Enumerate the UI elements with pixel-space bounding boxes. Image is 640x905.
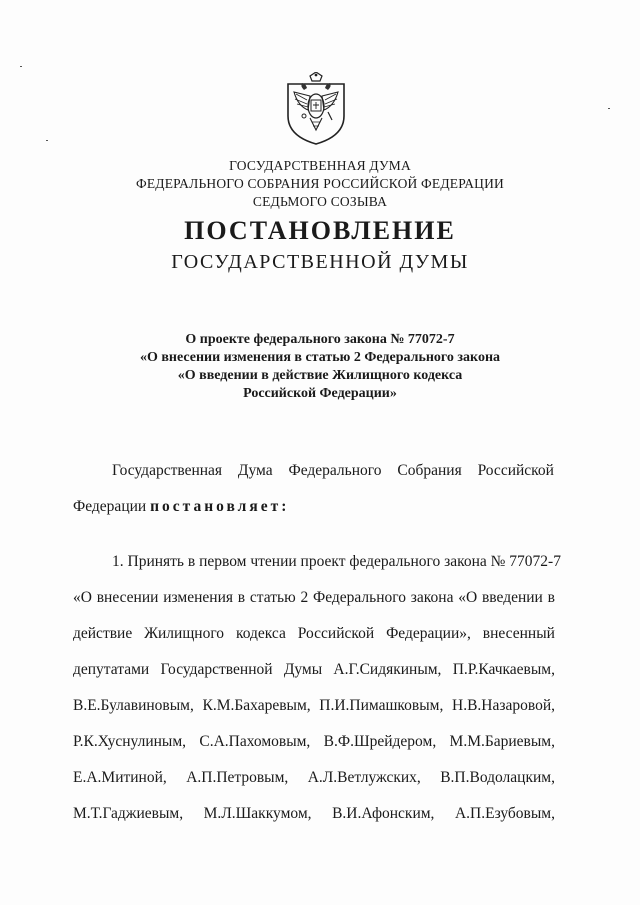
body-word: статью	[249, 589, 296, 606]
body-word: 2	[300, 589, 309, 606]
body-word: В.Ф.Шрейдером,	[323, 733, 437, 750]
body-word: П.Р.Качкаевым,	[452, 661, 555, 678]
preamble-word: Российской	[477, 462, 554, 479]
body-word: М.Т.Гаджиевым,	[73, 805, 184, 822]
scan-speck	[20, 66, 22, 67]
preamble-word: Дума	[237, 462, 273, 479]
body-word: закона	[410, 589, 454, 606]
body-word: внесении	[96, 589, 159, 606]
item1-line-2	[73, 588, 555, 608]
body-word: В.И.Афонским,	[332, 805, 435, 822]
preamble-word: Государственная	[112, 462, 223, 479]
item1-line-3	[73, 624, 555, 644]
body-word: внесенный	[482, 625, 555, 642]
body-word: действие	[73, 625, 133, 642]
body-word: В.Е.Булавиновым,	[73, 697, 194, 714]
org-name-line-2: ФЕДЕРАЛЬНОГО СОБРАНИЯ РОССИЙСКОЙ ФЕДЕРАЦИИ	[136, 176, 504, 191]
resolves-word: постановляет:	[150, 498, 290, 515]
preamble-word: Собрания	[397, 462, 462, 479]
body-word: введении	[481, 589, 543, 606]
body-word: К.М.Бахаревым,	[202, 697, 311, 714]
body-word: депутатами	[73, 661, 150, 678]
body-word: Российской	[297, 625, 375, 642]
body-word: М.М.Бариевым,	[449, 733, 555, 750]
item1-line-5	[73, 696, 555, 716]
body-word: кодекса	[235, 625, 286, 642]
org-convocation: СЕДЬМОГО СОЗЫВА	[252, 194, 388, 209]
subject-line-3: «О введении в действие Жилищного кодекса	[177, 368, 463, 383]
body-word: в	[547, 589, 555, 606]
item1-line-7	[73, 768, 555, 788]
coat-of-arms-emblem	[282, 72, 350, 146]
item1-line-8	[73, 804, 555, 824]
document-type-title: ПОСТАНОВЛЕНИЕ	[184, 216, 456, 245]
preamble-word: Федерального	[288, 462, 382, 479]
subject-line-1: О проекте федерального закона № 77072-7	[185, 332, 455, 347]
body-word: Е.А.Митиной,	[73, 769, 167, 786]
body-word: изменения	[163, 589, 234, 606]
preamble-line-2	[73, 497, 555, 517]
subject-line-4: Российской Федерации»	[243, 386, 397, 401]
body-word: Федерального	[312, 589, 406, 606]
body-word: А.П.Петровым,	[186, 769, 289, 786]
body-word: А.Г.Сидякиным,	[333, 661, 442, 678]
body-word: «О	[73, 589, 92, 606]
document-type-subtitle: ГОСУДАРСТВЕННОЙ ДУМЫ	[171, 251, 469, 273]
preamble-line-1	[112, 461, 554, 481]
body-word: А.П.Езубовым,	[454, 805, 555, 822]
body-word: М.Л.Шаккумом,	[203, 805, 312, 822]
body-word: Федерации»,	[386, 625, 471, 642]
subject-line-2: «О внесении изменения в статью 2 Федерального закона	[139, 350, 501, 365]
body-word: П.И.Пимашковым,	[319, 697, 444, 714]
body-word: «О	[458, 589, 478, 606]
item1-line-6	[73, 732, 555, 752]
body-word: в	[237, 589, 246, 606]
scan-speck	[608, 108, 610, 109]
body-word: Государственной	[160, 661, 273, 678]
body-word: Жилищного	[144, 625, 225, 642]
org-name-line-1: ГОСУДАРСТВЕННАЯ ДУМА	[229, 158, 411, 173]
scan-speck	[46, 140, 48, 141]
body-word: В.П.Водолацким,	[440, 769, 555, 786]
item1-line-4	[73, 660, 555, 680]
body-word: А.Л.Ветлужских,	[307, 769, 421, 786]
item1-line-1: 1. Принять в первом чтении проект федерального закона № 77072-7	[112, 553, 561, 570]
preamble-text: Федерации	[73, 498, 147, 515]
body-word: С.А.Пахомовым,	[199, 733, 311, 750]
body-word: Н.В.Назаровой,	[452, 697, 555, 714]
body-word: Думы	[283, 661, 323, 678]
body-word: Р.К.Хуснулиным,	[73, 733, 187, 750]
